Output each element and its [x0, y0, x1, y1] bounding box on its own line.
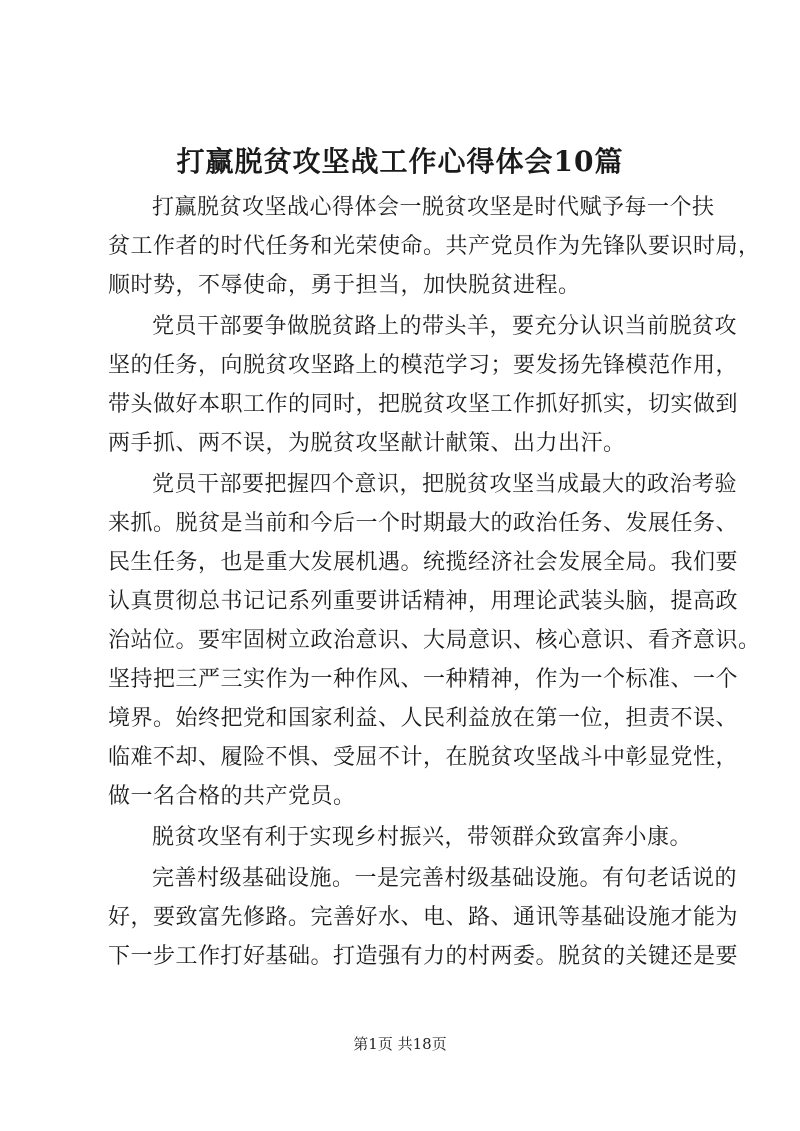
document-title: 打赢脱贫攻坚战工作心得体会10篇 [176, 145, 624, 178]
paragraph-3-line-1: 党员干部要把握四个意识，把脱贫攻坚当成最大的政治考验 [152, 472, 738, 497]
paragraph-3-line-5: 治站位。要牢固树立政治意识、大局意识、核心意识、看齐意识。 [108, 628, 761, 653]
paragraph-1-line-2: 贫工作者的时代任务和光荣使命。共产党员作为先锋队要识时局， [108, 234, 761, 259]
paragraph-3-line-6: 坚持把三严三实作为一种作风、一种精神，作为一个标准、一个 [108, 667, 739, 692]
paragraph-3-line-2: 来抓。脱贫是当前和今后一个时期最大的政治任务、发展任务、 [108, 511, 739, 536]
paragraph-2-line-3: 带头做好本职工作的同时，把脱贫攻坚工作抓好抓实，切实做到 [108, 392, 739, 417]
paragraph-1-line-3: 顺时势，不辱使命，勇于担当，加快脱贫进程。 [108, 273, 581, 298]
paragraph-1-line-1: 打赢脱贫攻坚战心得体会一脱贫攻坚是时代赋予每一个扶 [152, 195, 715, 220]
paragraph-3-line-4: 认真贯彻总书记记系列重要讲话精神，用理论武装头脑，提高政 [108, 589, 739, 614]
paragraph-3-line-3: 民生任务，也是重大发展机遇。统揽经济社会发展全局。我们要 [108, 550, 739, 575]
paragraph-3-line-8: 临难不却、履险不惧、受屈不计，在脱贫攻坚战斗中彰显党性， [108, 745, 739, 770]
paragraph-3-line-7: 境界。始终把党和国家利益、人民利益放在第一位，担责不误、 [108, 706, 739, 731]
paragraph-2-line-2: 坚的任务，向脱贫攻坚路上的模范学习；要发扬先锋模范作用， [108, 353, 739, 378]
paragraph-5-line-2: 好，要致富先修路。完善好水、电、路、通讯等基础设施才能为 [108, 905, 739, 930]
paragraph-5-line-3: 下一步工作打好基础。打造强有力的村两委。脱贫的关键还是要 [108, 944, 739, 969]
paragraph-5-line-1: 完善村级基础设施。一是完善村级基础设施。有句老话说的 [152, 866, 738, 891]
paragraph-2-line-1: 党员干部要争做脱贫路上的带头羊，要充分认识当前脱贫攻 [152, 314, 738, 339]
page-number-footer: 第1页 共18页 [353, 1035, 447, 1053]
paragraph-4-line-1: 脱贫攻坚有利于实现乡村振兴，带领群众致富奔小康。 [152, 825, 693, 850]
paragraph-3-line-9: 做一名合格的共产党员。 [108, 784, 356, 809]
paragraph-2-line-4: 两手抓、两不误，为脱贫攻坚献计献策、出力出汗。 [108, 431, 626, 456]
